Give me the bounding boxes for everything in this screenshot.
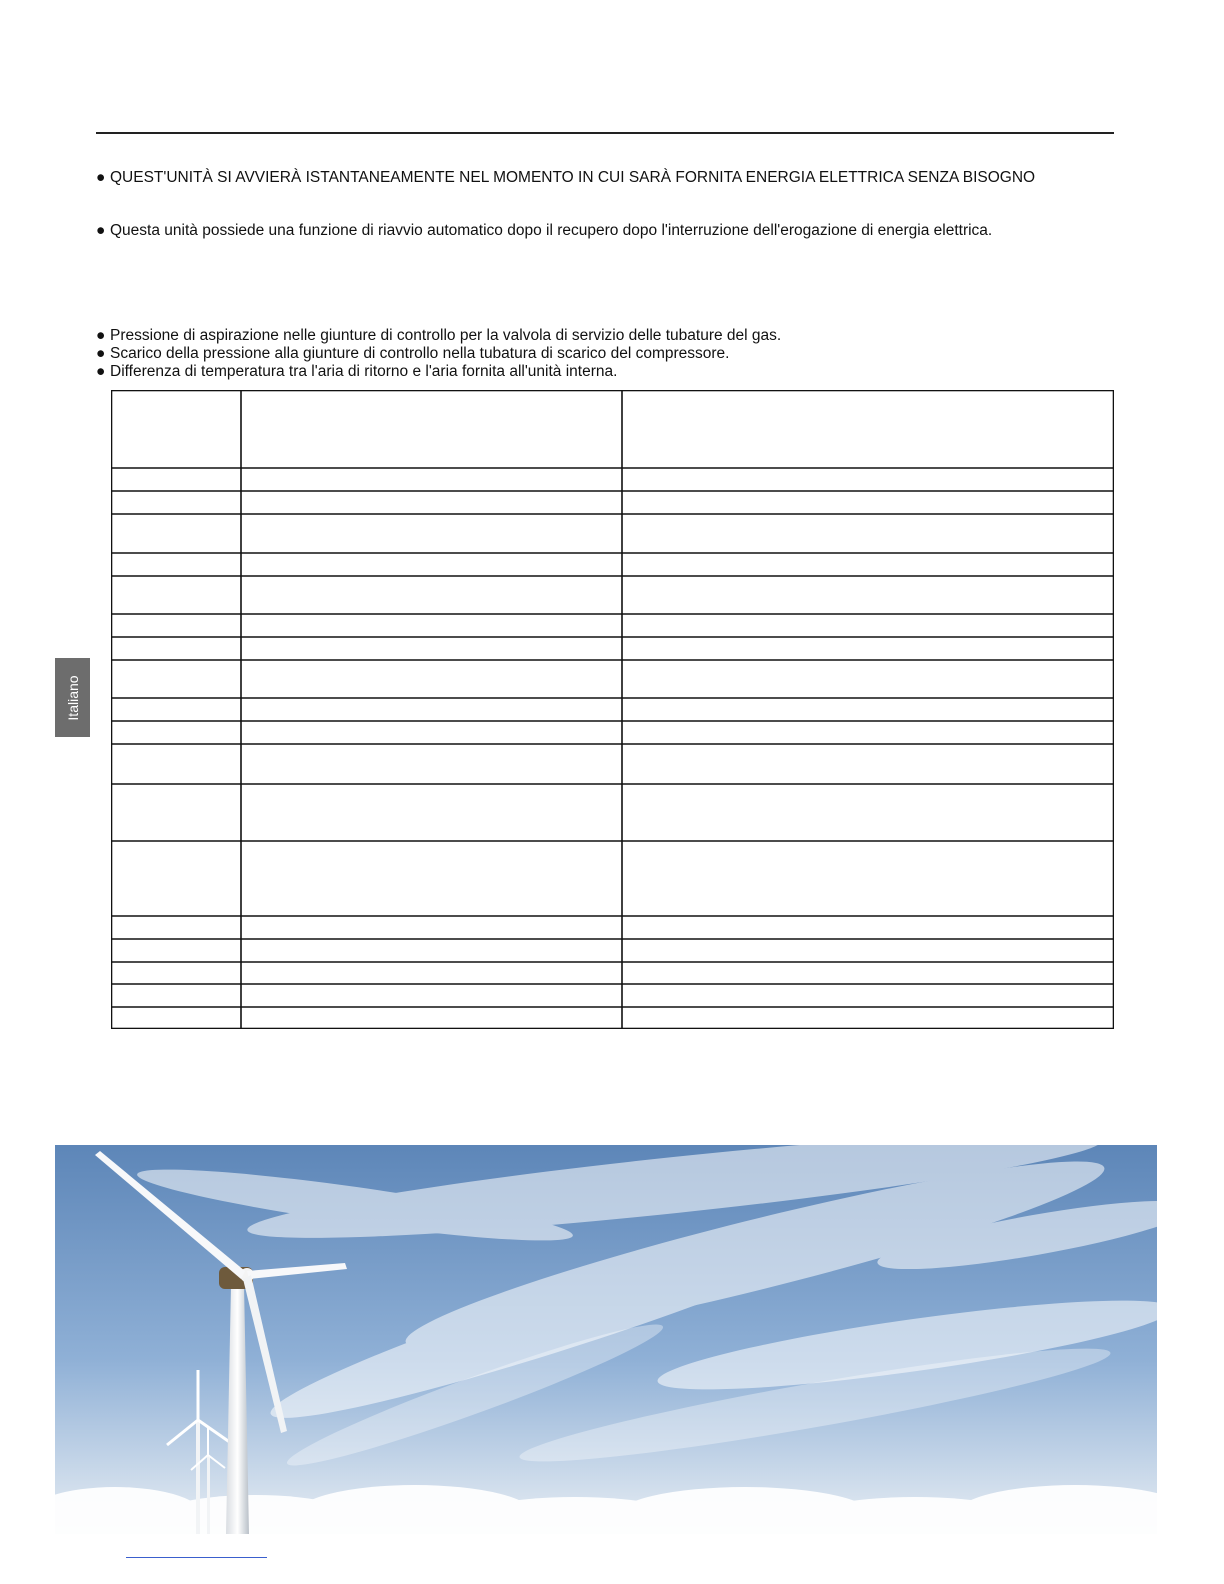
- language-tab-label: Italiano: [64, 674, 81, 721]
- check-item-temperature-difference: [96, 363, 617, 381]
- check-item-suction-pressure: [96, 327, 781, 345]
- table-border: [112, 391, 1114, 1029]
- troubleshooting-table: [111, 390, 1114, 1029]
- bullet-dot: ●: [96, 345, 106, 362]
- auto-start-text: QUEST'UNITÀ SI AVVIERÀ ISTANTANEAMENTE NEL MOMENTO IN CUI SARÀ FORNITA ENERGIA ELETTRICA SENZA BISOGNO: [110, 169, 1036, 186]
- bullet-dot: ●: [96, 327, 106, 344]
- bullet-dot: ●: [96, 222, 106, 239]
- auto-start-notice: [96, 169, 1035, 187]
- header-rule: [96, 132, 1114, 134]
- bullet-dot: ●: [96, 363, 106, 380]
- table-grid: [111, 390, 1114, 1029]
- language-tab: [55, 658, 90, 737]
- check-text: Differenza di temperatura tra l'aria di ritorno e l'aria fornita all'unità interna.: [110, 363, 618, 380]
- bullet-dot: ●: [96, 169, 106, 186]
- check-text: Scarico della pressione alla giunture di controllo nella tubatura di scarico del compressore.: [110, 345, 730, 362]
- auto-restart-text: Questa unità possiede una funzione di riavvio automatico dopo il recupero dopo l'interruzione dell'erogazione di energia elettrica.: [110, 222, 993, 239]
- auto-restart-notice: [96, 222, 992, 240]
- wind-turbine-illustration: [55, 1145, 1157, 1534]
- wind-turbine-photo: [55, 1145, 1157, 1534]
- check-item-discharge-pressure: [96, 345, 729, 363]
- check-text: Pressione di aspirazione nelle giunture di controllo per la valvola di servizio delle tubature del gas.: [110, 327, 782, 344]
- footer-rule: [126, 1557, 267, 1558]
